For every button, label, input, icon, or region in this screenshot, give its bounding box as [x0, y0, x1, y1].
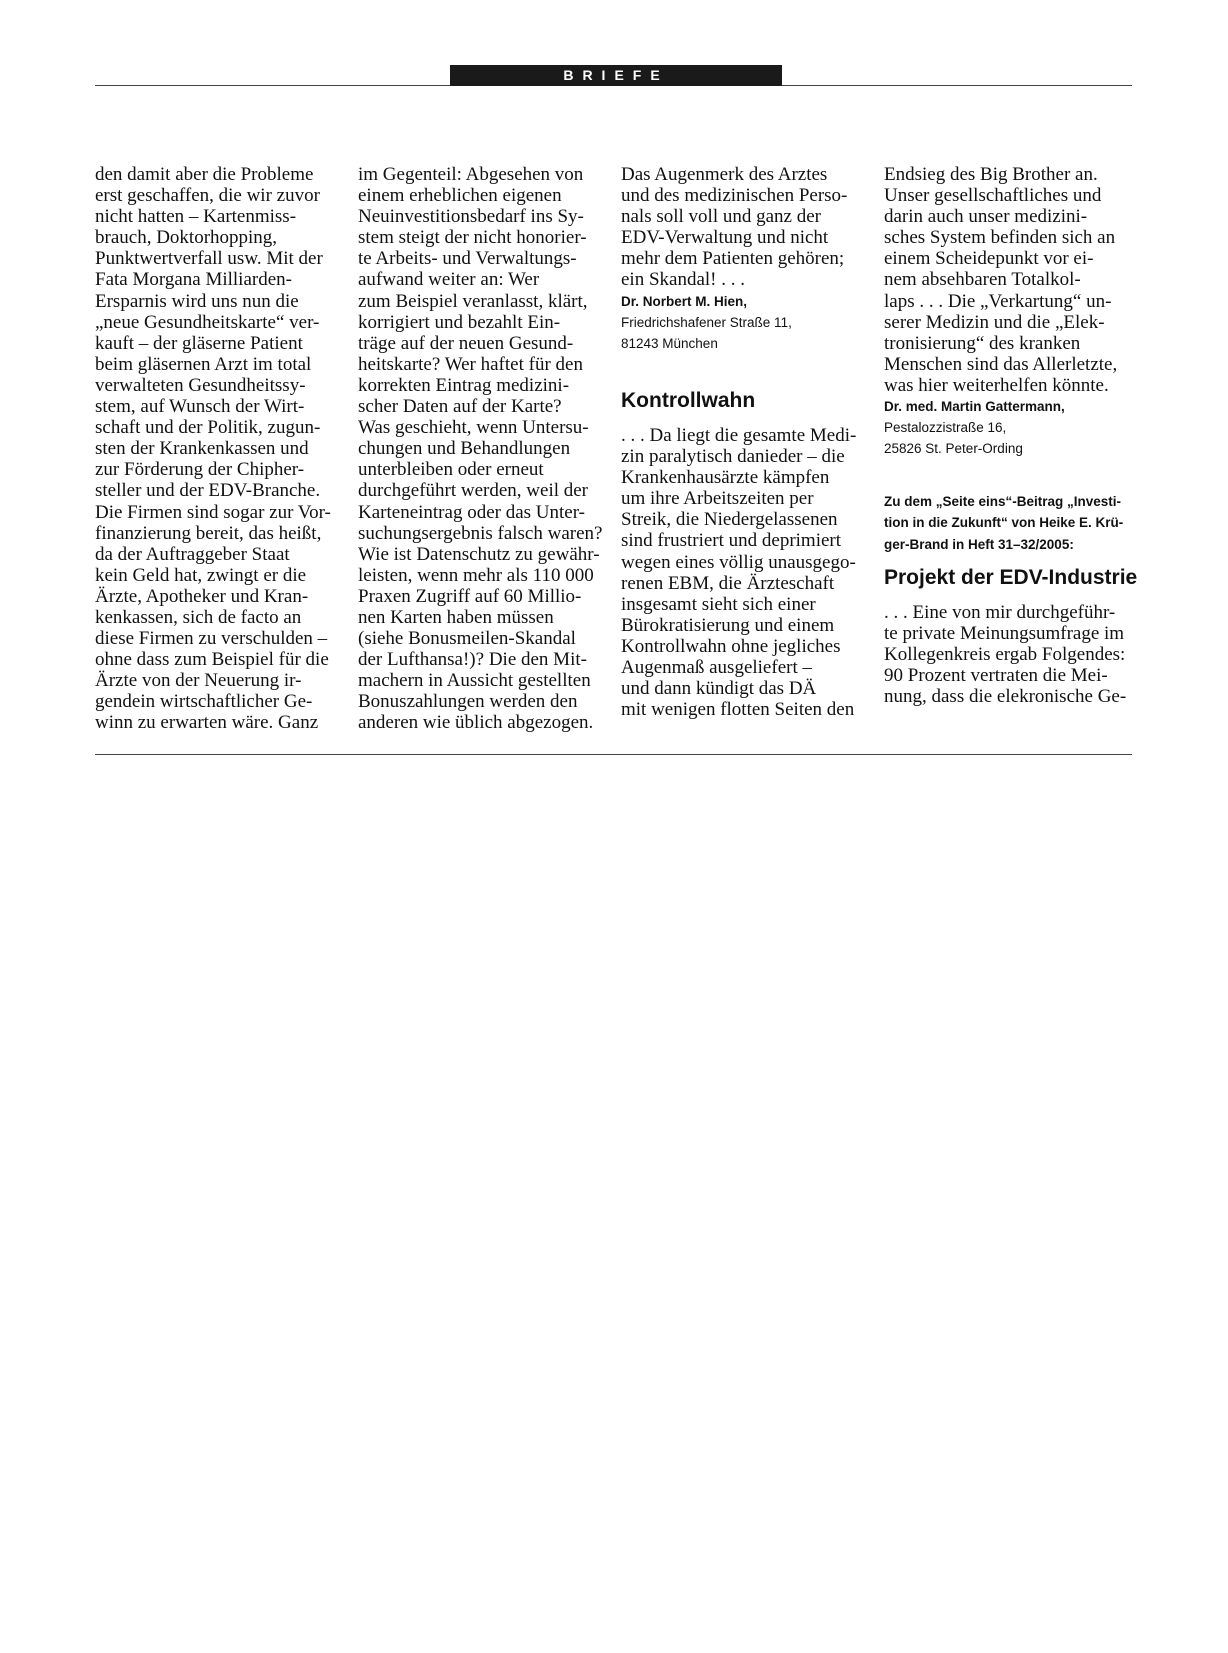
letter-heading: Projekt der EDV-Industrie: [884, 565, 1138, 589]
text-line: „neue Gesundheitskarte“ ver-: [95, 311, 320, 333]
text-line: kenkassen, sich de facto an: [95, 606, 302, 628]
text-line: 90 Prozent vertraten die Mei-: [884, 664, 1108, 686]
text-line: scher Daten auf der Karte?: [358, 396, 562, 418]
text-line: suchungsergebnis falsch waren?: [358, 522, 603, 544]
signature-street: Pestalozzistraße 16,: [884, 420, 1007, 436]
text-line: erst geschaffen, die wir zuvor: [95, 185, 320, 207]
text-line: nen Karten haben müssen: [358, 606, 554, 628]
text-line: machern in Aussicht gestellten: [358, 670, 591, 692]
text-line: Streik, die Niedergelassenen: [621, 509, 838, 531]
text-line: sten der Krankenkassen und: [95, 438, 309, 460]
column-4: [884, 164, 1138, 708]
text-line: der Lufthansa!)? Die den Mit-: [358, 649, 587, 671]
text-line: finanzierung bereit, das heißt,: [95, 522, 322, 544]
text-line: Praxen Zugriff auf 60 Millio-: [358, 585, 582, 607]
text-line: nicht hatten – Kartenmiss-: [95, 206, 297, 228]
text-line: (siehe Bonusmeilen-Skandal: [358, 628, 576, 650]
text-line: nals soll voll und ganz der: [621, 206, 821, 228]
text-line: im Gegenteil: Abgesehen von: [358, 164, 584, 185]
text-line: darin auch unser medizini-: [884, 206, 1088, 228]
text-line: Bürokratisierung und einem: [621, 614, 835, 636]
text-line: einem erheblichen eigenen: [358, 185, 562, 207]
reference-intro: ger-Brand in Heft 31–32/2005:: [884, 536, 1074, 552]
text-line: um ihre Arbeitszeiten per: [621, 488, 814, 510]
text-line: . . . Eine von mir durchgeführ-: [884, 601, 1116, 623]
text-line: Menschen sind das Allerletzte,: [884, 353, 1118, 375]
signature-street: Friedrichshafener Straße 11,: [621, 314, 792, 330]
text-line: ein Skandal! . . .: [621, 269, 746, 291]
signature-name: Dr. med. Martin Gattermann,: [884, 399, 1065, 415]
text-line: Bonuszahlungen werden den: [358, 691, 578, 713]
text-line: te Arbeits- und Verwaltungs-: [358, 248, 577, 270]
signature-name: Dr. Norbert M. Hien,: [621, 293, 748, 309]
text-line: korrigiert und bezahlt Ein-: [358, 311, 561, 333]
text-line: stem, auf Wunsch der Wirt-: [95, 396, 305, 418]
text-line: durchgeführt werden, weil der: [358, 480, 589, 502]
text-line: heitskarte? Wer haftet für den: [358, 353, 583, 375]
text-line: tronisierung“ des kranken: [884, 332, 1081, 354]
text-line: da der Auftraggeber Staat: [95, 543, 290, 565]
text-line: kein Geld hat, zwingt er die: [95, 564, 307, 586]
text-line: Was geschieht, wenn Untersu-: [358, 417, 589, 439]
text-line: träge auf der neuen Gesund-: [358, 332, 574, 354]
text-line: winn zu erwarten wäre. Ganz: [95, 712, 319, 734]
text-line: Die Firmen sind sogar zur Vor-: [95, 501, 331, 523]
text-line: ohne dass zum Beispiel für die: [95, 649, 329, 671]
text-line: Augenmaß ausgeliefert –: [621, 656, 812, 678]
text-line: unterbleiben oder erneut: [358, 459, 544, 481]
text-line: einem Scheidepunkt vor ei-: [884, 248, 1094, 270]
text-line: Unser gesellschaftliches und: [884, 185, 1102, 207]
text-line: Ärzte, Apotheker und Kran-: [95, 585, 309, 607]
text-line: leisten, wenn mehr als 110 000: [358, 564, 594, 586]
text-line: nem absehbaren Totalkol-: [884, 269, 1081, 291]
text-line: zur Förderung der Chipher-: [95, 459, 305, 481]
signature-city: 81243 München: [621, 335, 718, 351]
text-line: chungen und Behandlungen: [358, 438, 571, 460]
text-line: und dann kündigt das DÄ: [621, 678, 817, 700]
column-2: [358, 164, 608, 734]
section-label: BRIEFE: [450, 65, 782, 86]
text-line: brauch, Doktorhopping,: [95, 227, 278, 249]
text-line: mit wenigen flotten Seiten den: [621, 699, 855, 721]
text-line: sind frustriert und deprimiert: [621, 530, 842, 552]
text-line: steller und der EDV-Branche.: [95, 480, 321, 502]
text-line: stem steigt der nicht honorier-: [358, 227, 587, 249]
text-line: sches System befinden sich an: [884, 227, 1116, 249]
text-line: diese Firmen zu verschulden –: [95, 628, 328, 650]
text-line: zum Beispiel veranlasst, klärt,: [358, 290, 588, 312]
text-line: gendein wirtschaftlicher Ge-: [95, 691, 313, 713]
text-line: EDV-Verwaltung und nicht: [621, 227, 829, 249]
text-line: schaft und der Politik, zugun-: [95, 417, 321, 439]
text-line: was hier weiterhelfen könnte.: [884, 374, 1109, 396]
signature-city: 25826 St. Peter-Ording: [884, 441, 1023, 457]
column-3: [621, 164, 871, 720]
text-line: anderen wie üblich abgezogen.: [358, 712, 594, 734]
text-line: nung, dass die elekronische Ge-: [884, 686, 1127, 708]
text-line: beim gläsernen Arzt im total: [95, 353, 312, 375]
text-line: mehr dem Patienten gehören;: [621, 248, 845, 270]
reference-intro: Zu dem „Seite eins“-Beitrag „Investi-: [884, 494, 1122, 510]
text-line: verwalteten Gesundheitssy-: [95, 374, 306, 396]
text-line: Krankenhausärzte kämpfen: [621, 467, 830, 489]
text-line: Ersparnis wird uns nun die: [95, 290, 299, 312]
text-line: Neuinvestitionsbedarf ins Sy-: [358, 206, 584, 228]
footer-rule: [95, 754, 1132, 755]
text-line: und des medizinischen Perso-: [621, 185, 848, 207]
text-line: kauft – der gläserne Patient: [95, 332, 303, 354]
text-line: Ärzte von der Neuerung ir-: [95, 670, 302, 692]
text-line: Punktwertverfall usw. Mit der: [95, 248, 323, 270]
text-line: Das Augenmerk des Arztes: [621, 164, 828, 185]
text-line: . . . Da liegt die gesamte Medi-: [621, 424, 857, 446]
text-line: Kollegenkreis ergab Folgendes:: [884, 643, 1126, 665]
text-line: Kontrollwahn ohne jegliches: [621, 635, 841, 657]
text-line: insgesamt sieht sich einer: [621, 593, 816, 615]
text-line: te private Meinungsumfrage im: [884, 622, 1125, 644]
text-line: Fata Morgana Milliarden-: [95, 269, 292, 291]
reference-intro: tion in die Zukunft“ von Heike E. Krü-: [884, 515, 1124, 531]
text-line: zin paralytisch danieder – die: [621, 446, 845, 468]
text-line: korrekten Eintrag medizini-: [358, 374, 570, 396]
text-line: renen EBM, die Ärzteschaft: [621, 572, 835, 594]
text-line: den damit aber die Probleme: [95, 164, 314, 185]
text-line: Endsieg des Big Brother an.: [884, 164, 1098, 185]
text-line: wegen eines völlig unausgego-: [621, 551, 856, 573]
letter-heading: Kontrollwahn: [621, 388, 756, 412]
text-line: Karteneintrag oder das Unter-: [358, 501, 585, 523]
text-line: laps . . . Die „Verkartung“ un-: [884, 290, 1112, 312]
text-line: Wie ist Datenschutz zu gewähr-: [358, 543, 600, 565]
text-line: serer Medizin und die „Elek-: [884, 311, 1105, 333]
text-line: aufwand weiter an: Wer: [358, 269, 540, 291]
column-1: [95, 164, 345, 734]
